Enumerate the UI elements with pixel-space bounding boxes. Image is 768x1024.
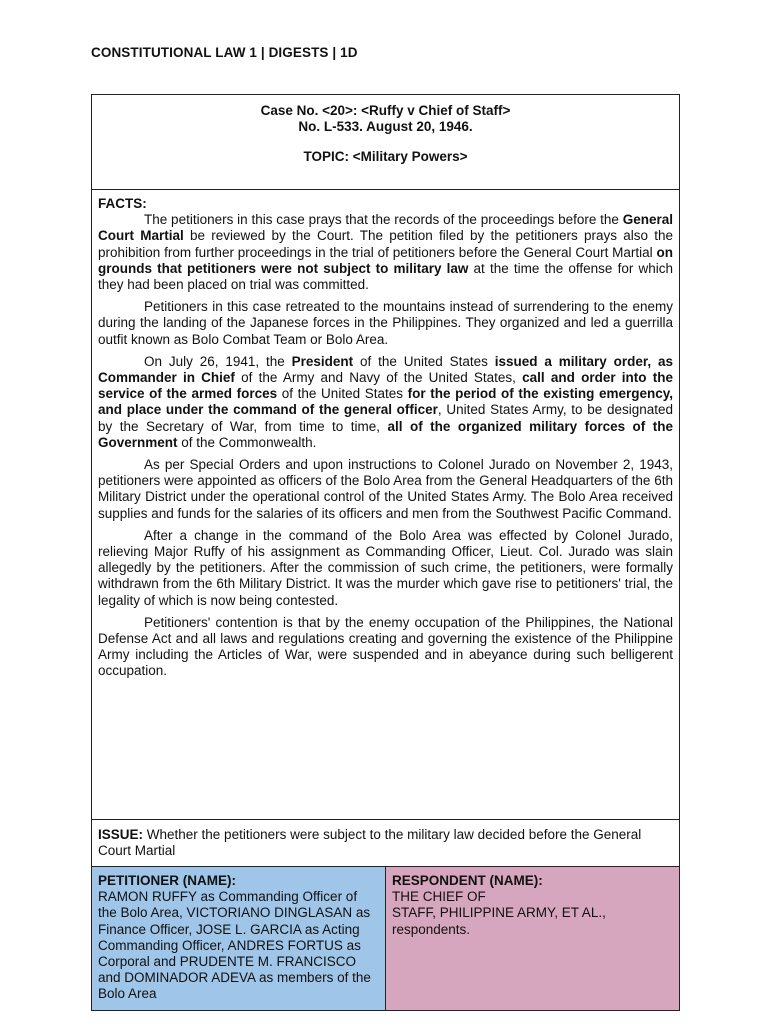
page-header: CONSTITUTIONAL LAW 1 | DIGESTS | 1D [91,45,358,60]
facts-paragraph-2: Petitioners in this case retreated to the mountains instead of surrendering to the enemy during the landing of the Japanese forces in the Philippines. They organized and led a guerrilla outfit known as Bolo Combat Team or Bolo Area. [98,299,673,347]
facts-emphasis: for the period of the existing emergency, and place under the command of the general officer [98,386,673,418]
digest-table [91,94,680,1011]
case-heading [92,95,679,190]
facts-text: The petitioners in this case prays that the records of the proceedings before the [144,212,623,228]
petitioner-cell [92,867,386,1010]
facts-emphasis: President [291,353,354,369]
case-number: No. L-533. August 20, 1946. [298,119,473,134]
facts-text: , United States Army, to be designated by the Secretary of War, from time to time, [98,402,674,434]
facts-paragraph-4: As per Special Orders and upon instructions to Colonel Jurado on November 2, 1943, petitioners were appointed as officers of the Bolo Area from the General Headquarters of the 6th Military District under the operational control of the United States Army. The Bolo Area received supplies and funds for the salaries of its officers and men from the Southwest Pacific Command. [98,457,673,521]
respondent-label: RESPONDENT (NAME): [392,873,543,888]
respondent-name-line-2: STAFF, PHILIPPINE ARMY, ET AL., respondents. [392,905,606,937]
facts-paragraph-3 [98,354,673,451]
petitioner-names: RAMON RUFFY as Commanding Officer of the Bolo Area, VICTORIANO DINGLASAN as Finance Officer, JOSE L. GARCIA as Acting Commanding Officer, ANDRES FORTUS as Corporal and PRUDENTE M. FRANCISCO and DOMINADOR ADEVA as members of the Bolo Area [98,889,371,1002]
facts-paragraph-6: Petitioners' contention is that by the enemy occupation of the Philippines, the National Defense Act and all laws and regulations creating and governing the existence of the Philippine Army including the Articles of War, were suspended and in abeyance during such belligerent occupation. [98,614,673,679]
facts-paragraph-5: After a change in the command of the Bolo Area was effected by Colonel Jurado, relieving Major Ruffy of his assignment as Commanding Officer, Lieut. Col. Jurado was slain allegedly by the petitioners. After the commission of such crime, the petitioners, were formally withdrawn from the 6th Military District. It was the murder which gave rise to petitioners' trial, the legality of which is now being contested. [98,527,673,608]
petitioner-label: PETITIONER (NAME): [98,873,236,888]
facts-text: of the United States [277,386,408,402]
issue-section [92,820,679,867]
facts-emphasis: all of the organized military forces of the Government [98,418,674,450]
parties-row [92,867,679,1010]
facts-text: of the Army and Navy of the United States, [234,370,523,386]
issue-text: Whether the petitioners were subject to the military law decided before the General Court Martial [98,827,642,859]
facts-text: be reviewed by the Court. The petition filed by the petitioners prays also the prohibition from further proceedings in the trial of petitioners before the General Court Martial [98,228,673,260]
facts-emphasis: call and order into the service of the armed forces [98,370,674,402]
facts-emphasis: issued a military order, as Commander in Chief [98,353,673,386]
case-title: Case No. <20>: <Ruffy v Chief of Staff> [260,103,511,118]
respondent-cell [386,867,679,1010]
case-topic: TOPIC: <Military Powers> [303,149,468,164]
facts-text: of the United States [353,353,495,369]
facts-text: On July 26, 1941, the [144,353,292,369]
facts-emphasis: General Court Martial [98,212,673,244]
facts-label: FACTS: [98,196,147,211]
issue-label: ISSUE: [98,827,144,842]
facts-section [92,190,679,820]
facts-emphasis: on grounds that petitioners were not subject to military law [98,244,673,276]
facts-text: of the Commonwealth. [177,434,317,450]
facts-paragraph-1 [98,212,673,293]
respondent-name-line-1: THE CHIEF OF [392,889,486,905]
facts-text: at the time the offense for which they had been placed on trial was committed. [98,260,673,293]
